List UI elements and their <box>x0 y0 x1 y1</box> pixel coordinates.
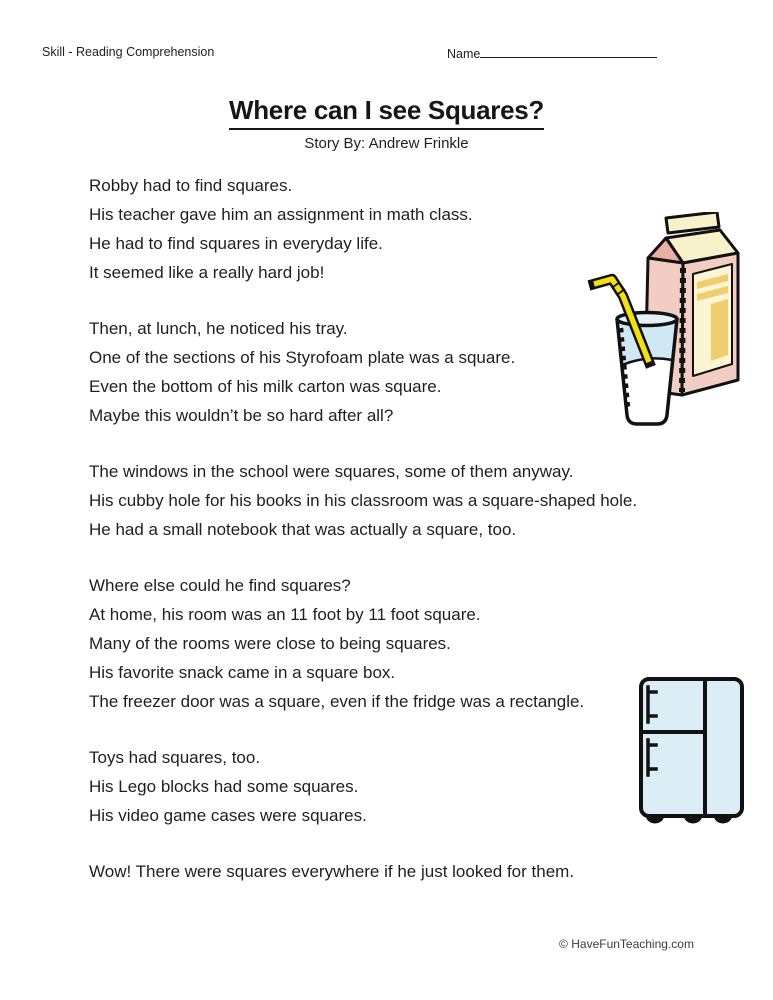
milk-carton-glass-illustration <box>585 212 745 432</box>
title-row <box>0 95 773 130</box>
story-line: Where else could he find squares? <box>89 576 351 595</box>
story-line: Many of the rooms were close to being squares. <box>89 634 451 653</box>
footer-copyright: © HaveFunTeaching.com <box>559 937 694 951</box>
skill-label: Skill - Reading Comprehension <box>42 45 215 59</box>
story-paragraph <box>89 857 739 886</box>
byline: Story By: Andrew Frinkle <box>304 135 469 152</box>
story-line: His Lego blocks had some squares. <box>89 777 359 796</box>
story-line: The windows in the school were squares, some of them anyway. <box>89 462 574 481</box>
story-line: His favorite snack came in a square box. <box>89 663 396 682</box>
carton-label-block <box>711 299 728 361</box>
story-line: Maybe this wouldn’t be so hard after all? <box>89 406 394 425</box>
story-line: Robby had to find squares. <box>89 176 293 195</box>
fridge-body <box>641 679 742 816</box>
story-line: Wow! There were squares everywhere if he just looked for them. <box>89 862 575 881</box>
story-line: The freezer door was a square, even if the fridge was a rectangle. <box>89 692 585 711</box>
story-paragraph <box>89 457 739 544</box>
name-label: Name <box>447 47 481 61</box>
story-line: At home, his room was an 11 foot by 11 foot square. <box>89 605 481 624</box>
story-line: He had a small notebook that was actually a square, too. <box>89 520 517 539</box>
refrigerator <box>641 679 742 824</box>
name-field <box>447 45 657 61</box>
story-line: One of the sections of his Styrofoam plate was a square. <box>89 348 516 367</box>
story-line: Then, at lunch, he noticed his tray. <box>89 319 348 338</box>
refrigerator-illustration <box>638 676 748 826</box>
page-title: Where can I see Squares? <box>229 95 544 130</box>
story-line: It seemed like a really hard job! <box>89 263 325 282</box>
story-line: Toys had squares, too. <box>89 748 261 767</box>
name-blank-line <box>480 45 657 58</box>
story-line: His teacher gave him an assignment in math class. <box>89 205 473 224</box>
story-line: He had to find squares in everyday life. <box>89 234 383 253</box>
story-line: Even the bottom of his milk carton was square. <box>89 377 442 396</box>
story-line: His video game cases were squares. <box>89 806 367 825</box>
story-line: His cubby hole for his books in his classroom was a square-shaped hole. <box>89 491 638 510</box>
